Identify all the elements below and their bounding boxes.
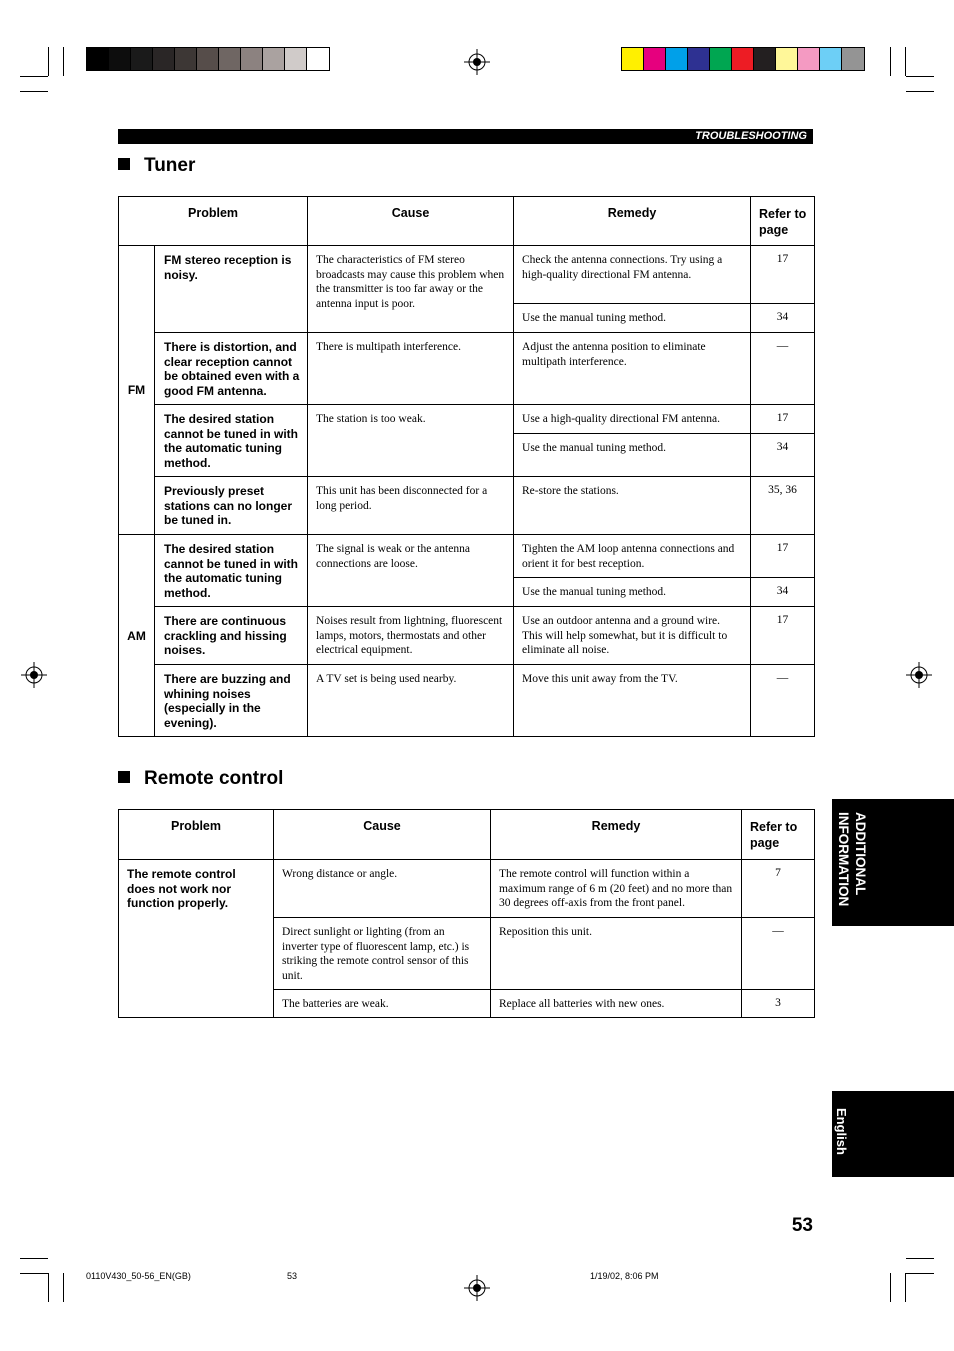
color-swatch xyxy=(798,48,820,70)
page-ref-cell: 17 xyxy=(751,246,815,304)
square-bullet-icon xyxy=(118,158,130,170)
column-header: Remedy xyxy=(491,810,742,860)
crop-mark xyxy=(890,47,891,76)
page-ref-cell: 34 xyxy=(751,304,815,333)
page-ref-cell: 34 xyxy=(751,578,815,607)
color-swatch xyxy=(688,48,710,70)
problem-cell: There is distortion, and clear reception cannot be obtained even with a good FM antenna. xyxy=(155,333,308,405)
additional-information-tab xyxy=(832,799,954,926)
column-header: Remedy xyxy=(514,197,751,246)
crop-mark xyxy=(20,1273,48,1274)
tuner-table xyxy=(118,196,815,737)
page-ref-cell: — xyxy=(751,333,815,405)
registration-mark-icon xyxy=(906,662,932,688)
registration-mark-icon xyxy=(21,662,47,688)
color-swatch xyxy=(197,48,219,70)
color-swatch xyxy=(622,48,644,70)
remote-table xyxy=(118,809,815,1018)
cause-cell: There is multipath interference. xyxy=(308,333,514,405)
color-swatch xyxy=(175,48,197,70)
color-swatch xyxy=(263,48,285,70)
color-swatch xyxy=(644,48,666,70)
column-header: Refer to page xyxy=(751,197,815,246)
am-category: AM xyxy=(119,535,155,737)
crop-mark xyxy=(906,1258,934,1259)
table-row xyxy=(119,477,815,535)
problem-cell: There are continuous crackling and hissing noises. xyxy=(155,607,308,665)
table-row xyxy=(119,333,815,405)
page-ref-cell: 34 xyxy=(751,434,815,477)
color-swatch xyxy=(109,48,131,70)
color-swatch xyxy=(820,48,842,70)
color-swatch xyxy=(87,48,109,70)
column-header: Problem xyxy=(119,810,274,860)
color-swatch xyxy=(776,48,798,70)
remedy-cell: Replace all batteries with new ones. xyxy=(491,990,742,1018)
problem-cell: Previously preset stations can no longer be tuned in. xyxy=(155,477,308,535)
cause-cell: The characteristics of FM stereo broadcasts may cause this problem when the transmitter is too far away or the antenna input is poor. xyxy=(308,246,514,333)
table-row xyxy=(119,860,815,918)
color-swatch xyxy=(732,48,754,70)
footer-file-name: 0110V430_50-56_EN(GB) xyxy=(86,1271,191,1281)
remedy-cell: Re-store the stations. xyxy=(514,477,751,535)
crop-mark xyxy=(906,76,934,77)
table-row xyxy=(119,535,815,578)
remedy-cell: Check the antenna connections. Try using a high-quality directional FM antenna. xyxy=(514,246,751,304)
remote-heading xyxy=(118,768,283,790)
process-color-bar xyxy=(621,47,865,71)
page-number: 53 xyxy=(791,1215,813,1236)
table-row xyxy=(119,665,815,737)
registration-mark-icon xyxy=(464,49,490,75)
remedy-cell: Use the manual tuning method. xyxy=(514,304,751,333)
crop-mark xyxy=(20,1258,48,1259)
remedy-cell: Reposition this unit. xyxy=(491,918,742,990)
table-header-row xyxy=(119,197,815,246)
color-swatch xyxy=(307,48,329,70)
page-ref-cell: — xyxy=(742,918,815,990)
remote-title: Remote control xyxy=(144,768,284,789)
crop-mark xyxy=(20,91,48,92)
remedy-cell: Use a high-quality directional FM antenna. xyxy=(514,405,751,434)
problem-cell: The desired station cannot be tuned in with the automatic tuning method. xyxy=(155,535,308,607)
grayscale-color-bar xyxy=(86,47,330,71)
color-swatch xyxy=(842,48,864,70)
cause-cell: This unit has been disconnected for a long period. xyxy=(308,477,514,535)
remedy-cell: Use the manual tuning method. xyxy=(514,434,751,477)
page-ref-cell: 17 xyxy=(751,405,815,434)
table-row xyxy=(119,405,815,434)
table-row xyxy=(119,246,815,304)
page-ref-cell: 35, 36 xyxy=(751,477,815,535)
crop-mark xyxy=(20,76,48,77)
crop-mark xyxy=(48,1273,49,1302)
color-swatch xyxy=(754,48,776,70)
color-swatch xyxy=(219,48,241,70)
problem-cell: The desired station cannot be tuned in with the automatic tuning method. xyxy=(155,405,308,477)
cause-cell: The batteries are weak. xyxy=(274,990,491,1018)
color-swatch xyxy=(131,48,153,70)
table-header-row xyxy=(119,810,815,860)
crop-mark xyxy=(63,47,64,76)
fm-category: FM xyxy=(119,246,155,535)
column-header: Cause xyxy=(308,197,514,246)
cause-cell: A TV set is being used nearby. xyxy=(308,665,514,737)
footer-page: 53 xyxy=(287,1271,298,1281)
color-swatch xyxy=(285,48,307,70)
remedy-cell: Tighten the AM loop antenna connections and orient it for best reception. xyxy=(514,535,751,578)
cause-cell: The signal is weak or the antenna connections are loose. xyxy=(308,535,514,607)
problem-cell: FM stereo reception is noisy. xyxy=(155,246,308,333)
page-ref-cell: — xyxy=(751,665,815,737)
tuner-heading xyxy=(118,155,195,177)
page-ref-cell: 3 xyxy=(742,990,815,1018)
english-tab xyxy=(832,1091,954,1177)
crop-mark xyxy=(48,47,49,76)
page-ref-cell: 17 xyxy=(751,535,815,578)
crop-mark xyxy=(905,1273,906,1302)
cause-cell: Wrong distance or angle. xyxy=(274,860,491,918)
column-header: Problem xyxy=(119,197,308,246)
remedy-cell: Use the manual tuning method. xyxy=(514,578,751,607)
remedy-cell: The remote control will function within a maximum range of 6 m (20 feet) and no more than 30 degrees off-axis from the front panel. xyxy=(491,860,742,918)
crop-mark xyxy=(906,1273,934,1274)
cause-cell: The station is too weak. xyxy=(308,405,514,477)
crop-mark xyxy=(890,1273,891,1302)
page-ref-cell: 7 xyxy=(742,860,815,918)
color-swatch xyxy=(666,48,688,70)
cause-cell: Direct sunlight or lighting (from an inverter type of fluorescent lamp, etc.) is striking the remote control sensor of this unit. xyxy=(274,918,491,990)
language-tab-label: English xyxy=(834,1108,849,1155)
side-tab-label: ADDITIONAL INFORMATION xyxy=(836,812,868,907)
remedy-cell: Move this unit away from the TV. xyxy=(514,665,751,737)
column-header: Cause xyxy=(274,810,491,860)
crop-mark xyxy=(906,91,934,92)
section-header-bar xyxy=(118,129,813,144)
table-row xyxy=(119,607,815,665)
problem-cell: The remote control does not work nor function properly. xyxy=(119,860,274,1018)
remedy-cell: Adjust the antenna position to eliminate multipath interference. xyxy=(514,333,751,405)
column-header: Refer to page xyxy=(742,810,815,860)
registration-mark-icon xyxy=(464,1275,490,1301)
remedy-cell: Use an outdoor antenna and a ground wire. This will help somewhat, but it is difficult to eliminate all noise. xyxy=(514,607,751,665)
crop-mark xyxy=(905,47,906,76)
color-swatch xyxy=(241,48,263,70)
problem-cell: There are buzzing and whining noises (especially in the evening). xyxy=(155,665,308,737)
color-swatch xyxy=(710,48,732,70)
color-swatch xyxy=(153,48,175,70)
section-label: TROUBLESHOOTING xyxy=(695,130,807,142)
tuner-title: Tuner xyxy=(144,155,196,176)
footer-timestamp: 1/19/02, 8:06 PM xyxy=(590,1271,659,1281)
square-bullet-icon xyxy=(118,771,130,783)
page-ref-cell: 17 xyxy=(751,607,815,665)
cause-cell: Noises result from lightning, fluorescent lamps, motors, thermostats and other electrical equipment. xyxy=(308,607,514,665)
crop-mark xyxy=(63,1273,64,1302)
